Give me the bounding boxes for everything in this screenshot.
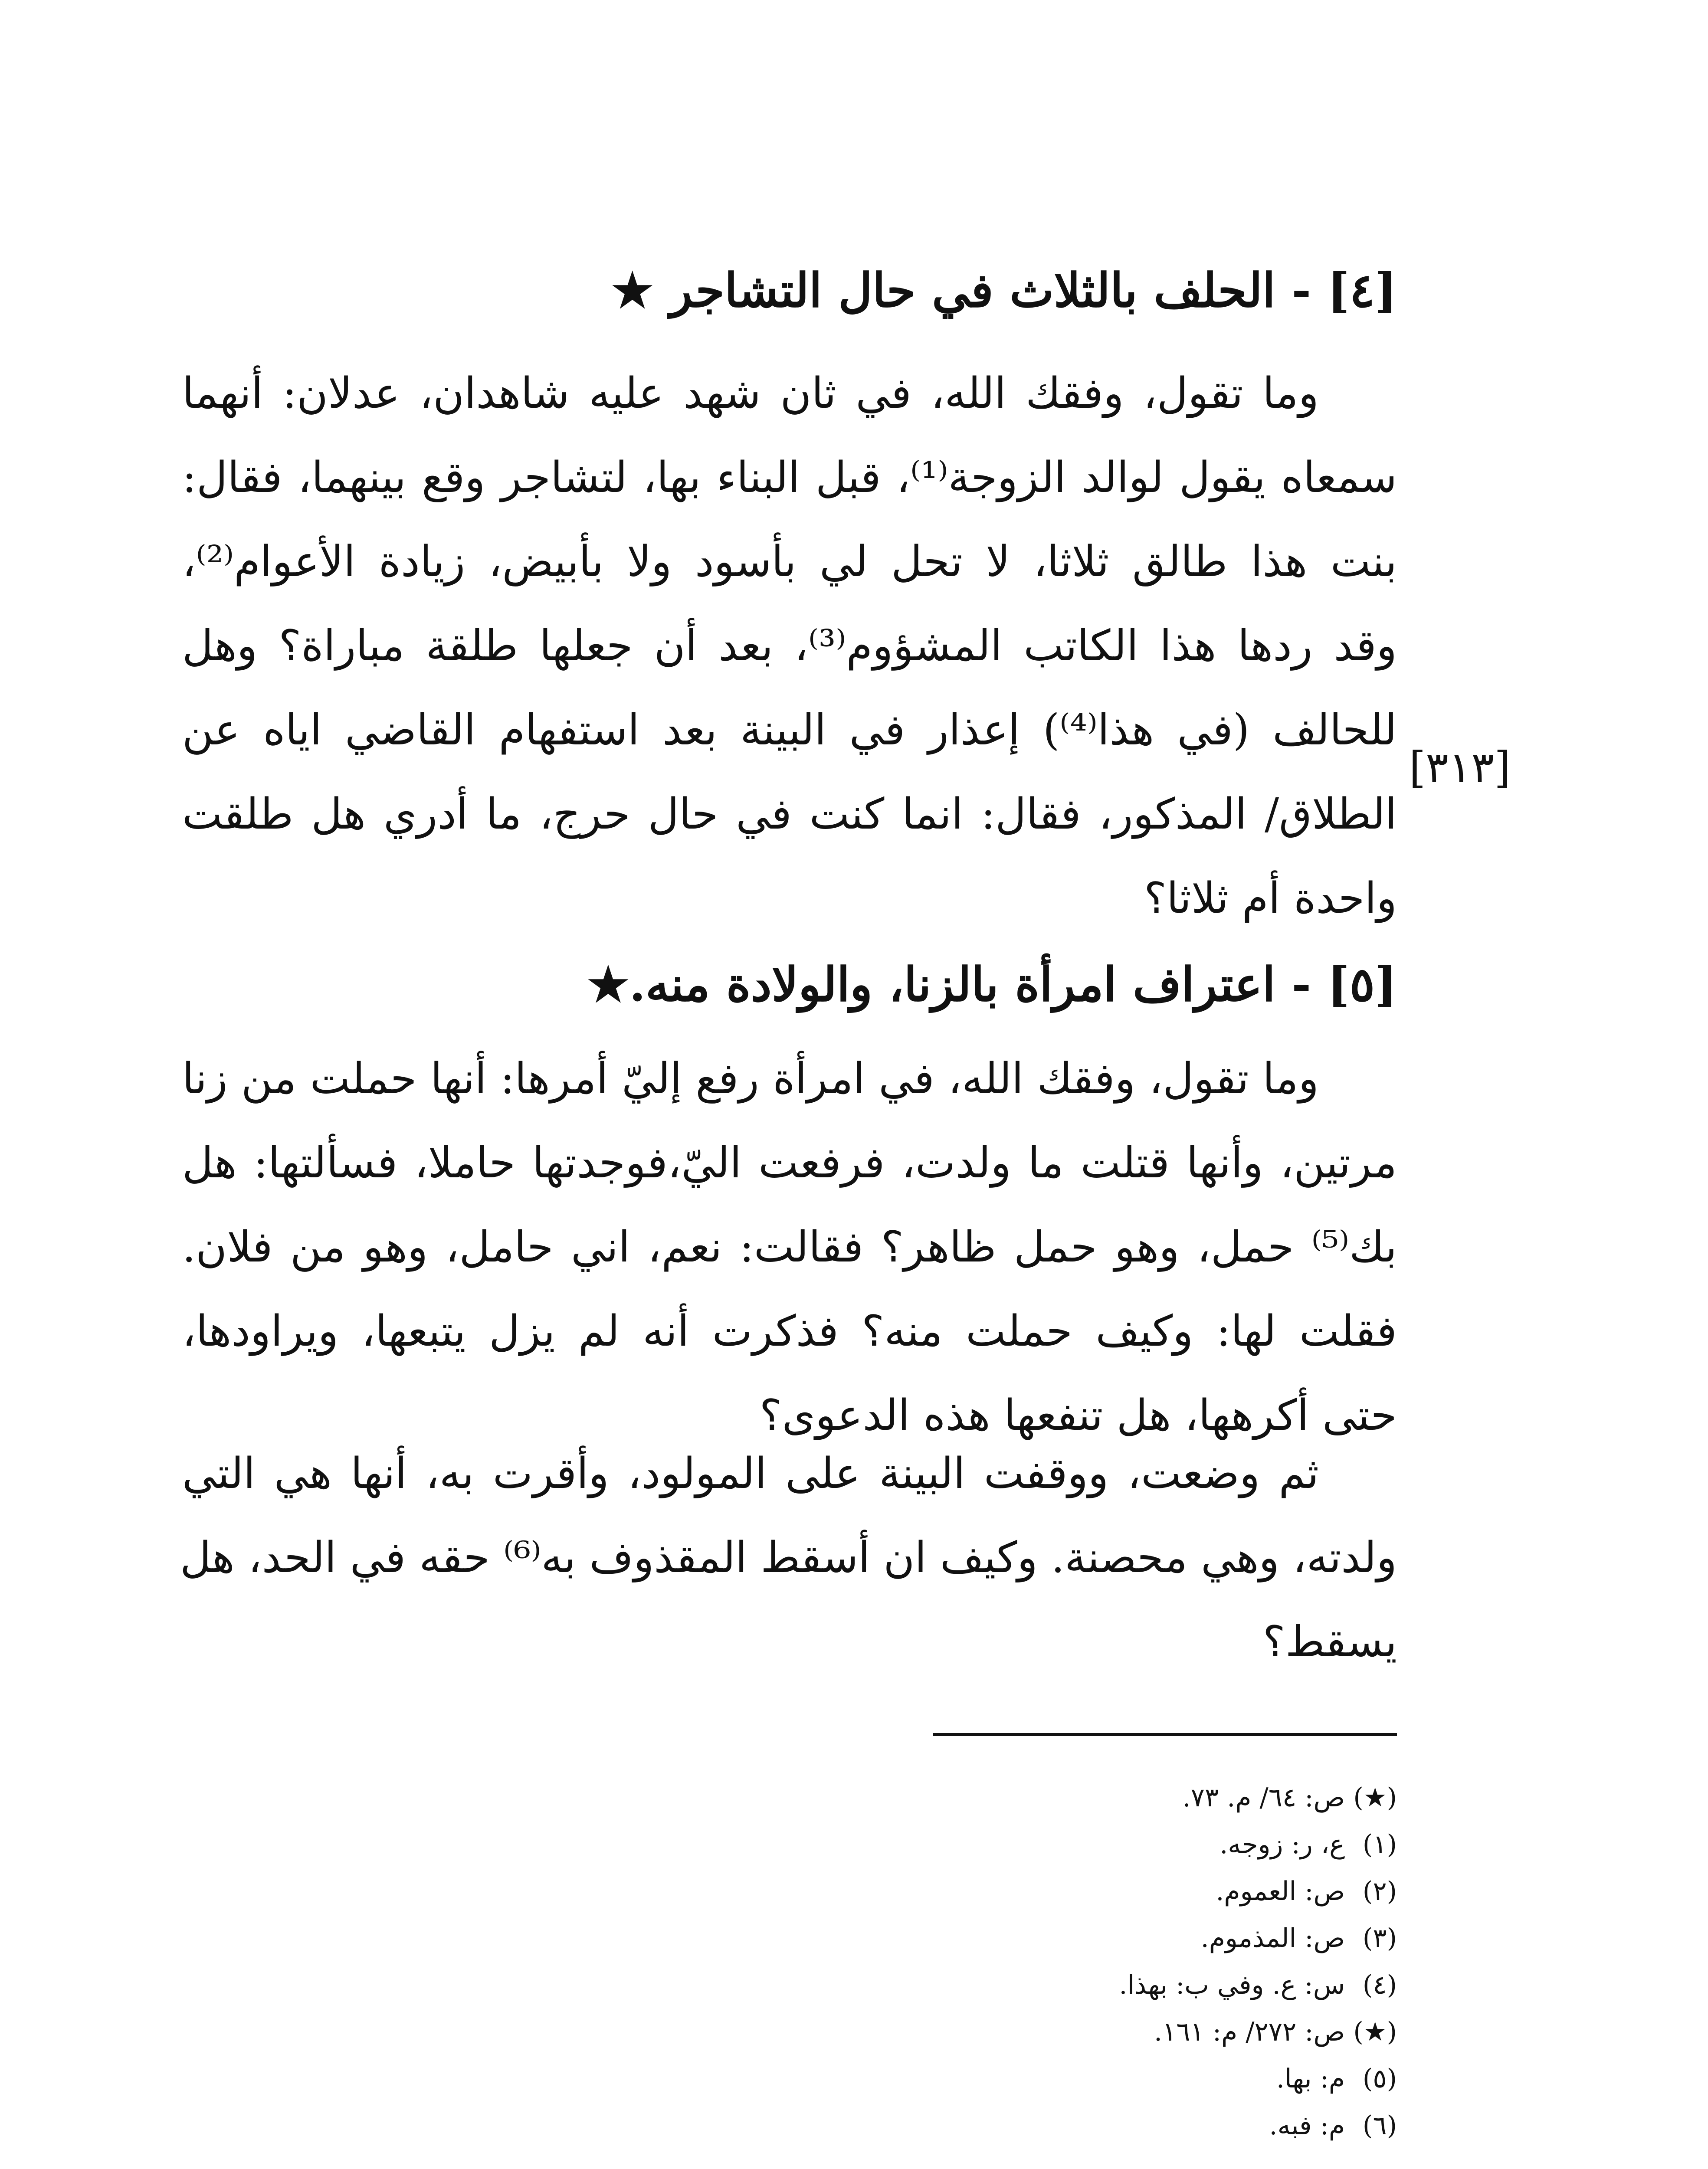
section-5-paragraph-2 <box>182 1432 1397 1684</box>
footnote-divider <box>933 1733 1397 1736</box>
text-line: ولدته، وهي محصنة. وكيف ان أسقط المقذوف به⁽⁶⁾ حقه في الحد، هل <box>180 1533 1397 1583</box>
footnote-marker: (٥) <box>1362 2064 1397 2094</box>
footnote-text: ص: ٦٤/ م. ٧٣. <box>1182 1782 1345 1813</box>
text-line: واحدة أم ثلاثا؟ <box>1144 874 1397 923</box>
footnote-text: س: ع. وفي ب: بهذا. <box>1119 1970 1345 2000</box>
footnote-marker: (★) <box>1353 1782 1397 1813</box>
footnote-marker: (٤) <box>1362 1970 1397 2000</box>
footnote <box>868 2008 1397 2055</box>
text-line: حتى أكرهها، هل تنفعها هذه الدعوى؟ <box>759 1391 1397 1440</box>
text-line: وقد ردها هذا الكاتب المشؤوم⁽³⁾، بعد أن جعلها طلقة مباراة؟ وهل <box>182 621 1397 671</box>
footnote-marker: (١) <box>1362 1829 1397 1860</box>
text-line: بنت هذا طالق ثلاثا، لا تحل لي بأسود ولا بأبيض، زيادة الأعوام⁽²⁾، <box>182 537 1397 586</box>
text-line: وما تقول، وفقك الله، في ثان شهد عليه شاهدان، عدلان: أنهما <box>182 369 1319 418</box>
footnote-marker: (٢) <box>1362 1876 1397 1907</box>
paragraph <box>182 351 1397 940</box>
footnote-marker: (★) <box>1353 2017 1397 2047</box>
footnote-marker: (٦) <box>1362 2110 1397 2141</box>
text-line: وما تقول، وفقك الله، في امرأة رفع إليّ أمرها: أنها حملت من زنا <box>182 1054 1319 1104</box>
text-line: بك⁽⁵⁾ حمل، وهو حمل ظاهر؟ فقالت: نعم، اني حامل، وهو من فلان. <box>182 1222 1397 1272</box>
text-line: يسقط؟ <box>1262 1617 1397 1667</box>
footnote <box>868 1868 1397 1915</box>
footnote <box>868 1774 1397 1821</box>
text-line: فقلت لها: وكيف حملت منه؟ فذكرت أنه لم يزل يتبعها، ويراودها، <box>182 1307 1397 1356</box>
footnote-text: ص: العموم. <box>1216 1876 1345 1907</box>
footnote <box>868 2102 1397 2149</box>
paragraph <box>182 1037 1397 1458</box>
footnote <box>868 1962 1397 2008</box>
text-line: مرتين، وأنها قتلت ما ولدت، فرفعت اليّ،فوجدتها حاملا، فسألتها: هل <box>182 1138 1397 1188</box>
text-line: الطلاق/ المذكور، فقال: انما كنت في حال حرج، ما أدري هل طلقت <box>182 790 1397 839</box>
text-line: سمعاه يقول لوالد الزوجة⁽¹⁾، قبل البناء بها، لتشاجر وقع بينهما، فقال: <box>182 453 1397 502</box>
footnotes <box>868 1774 1397 2149</box>
section-5-paragraph-1 <box>182 1037 1397 1458</box>
section-4-paragraph <box>182 351 1397 940</box>
margin-page-reference: [٣١٣] <box>1409 743 1511 793</box>
footnote-text: ص: ٢٧٢/ م: ١٦١. <box>1154 2017 1345 2047</box>
footnote-text: ع، ر: زوجه. <box>1220 1829 1345 1860</box>
footnote <box>868 1821 1397 1868</box>
text-line: ثم وضعت، ووقفت البينة على المولود، وأقرت به، أنها هي التي <box>182 1449 1319 1498</box>
footnote <box>868 2055 1397 2102</box>
section-5 <box>182 954 1397 1015</box>
footnote <box>868 1915 1397 1962</box>
footnote-text: م: فبه. <box>1269 2110 1345 2141</box>
footnote-marker: (٣) <box>1362 1923 1397 1953</box>
section-heading: [٤] - الحلف بالثلاث في حال التشاجر ★ <box>611 263 1397 318</box>
footnote-text: م: بها. <box>1276 2064 1345 2094</box>
paragraph <box>182 1432 1397 1684</box>
section-4 <box>182 260 1397 321</box>
section-heading: [٥] - اعتراف امرأة بالزنا، والولادة منه.★ <box>587 957 1397 1012</box>
footnote-text: ص: المذموم. <box>1200 1923 1345 1953</box>
text-line: للحالف (في هذا⁽⁴⁾) إعذار في البينة بعد استفهام القاضي اياه عن <box>182 705 1397 755</box>
